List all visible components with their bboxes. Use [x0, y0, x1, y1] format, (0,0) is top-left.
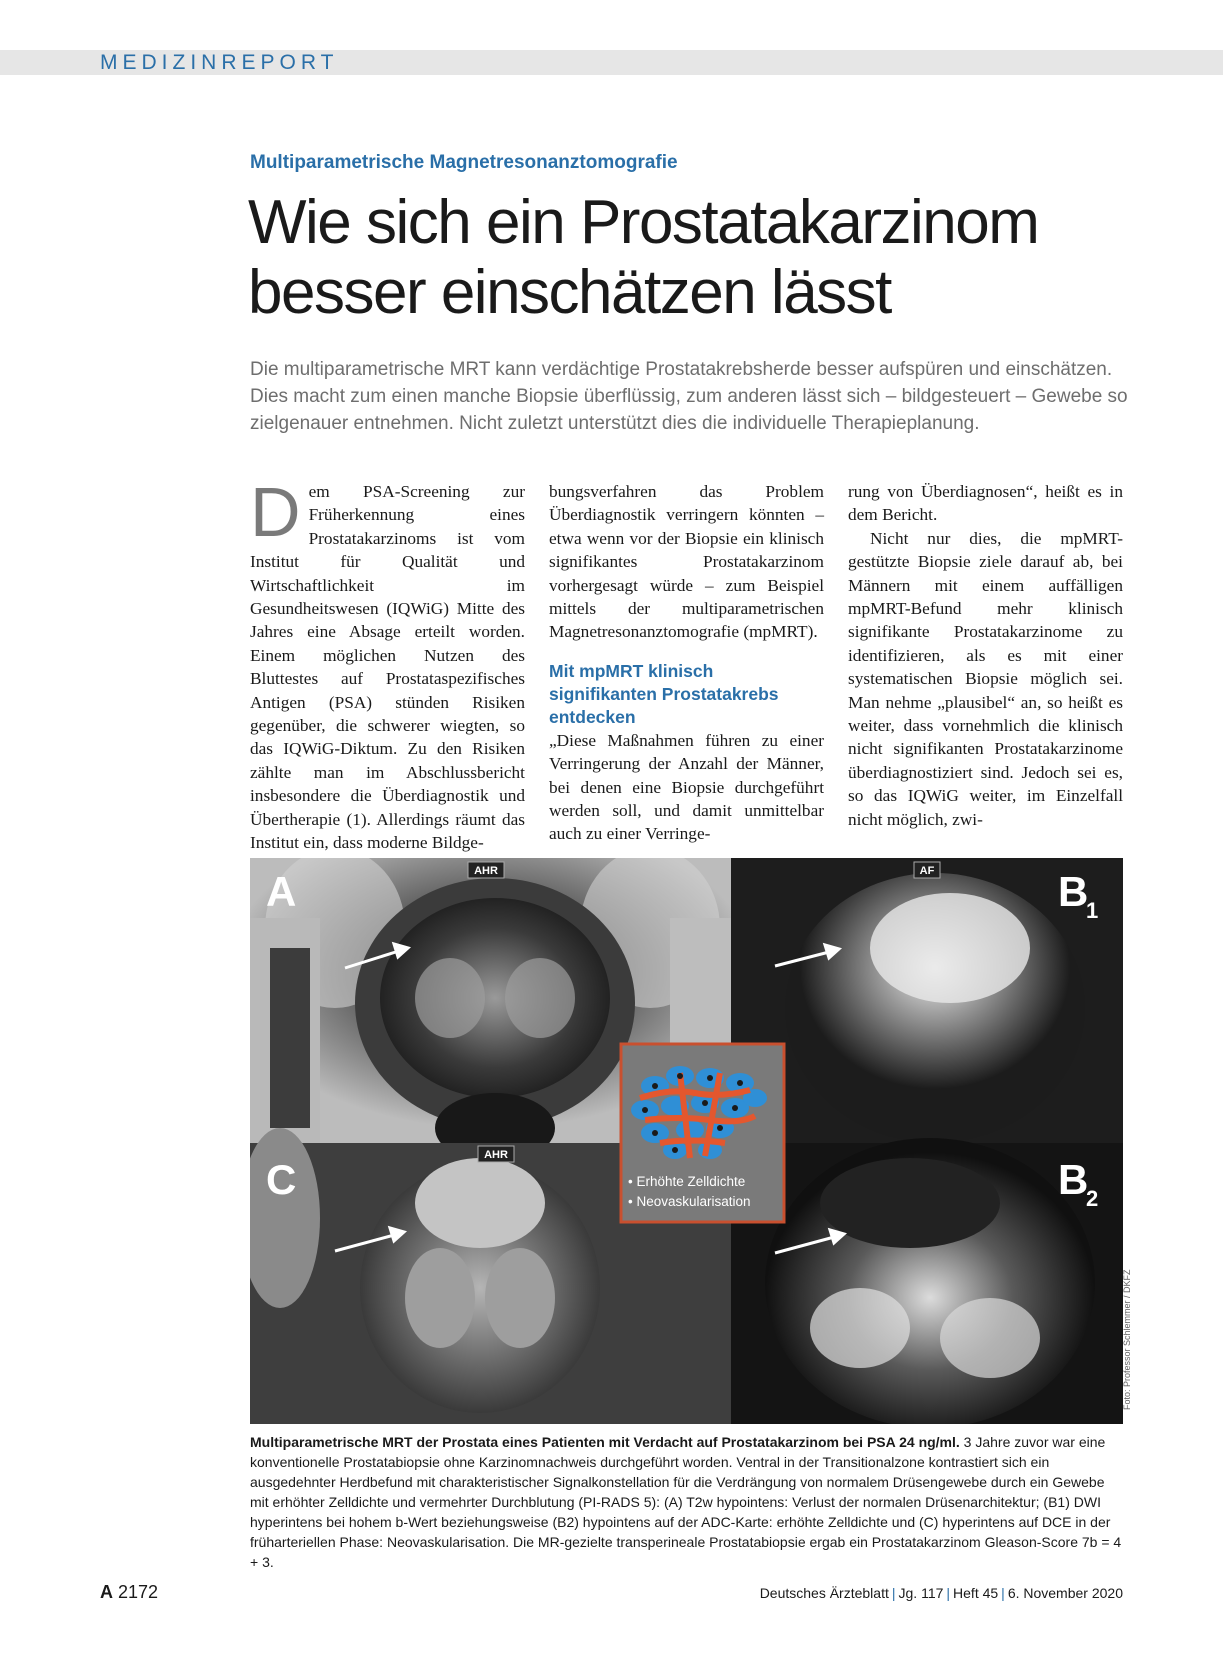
section-label: MEDIZINREPORT	[100, 51, 339, 74]
inset-bullet-neovascularization: • Neovaskularisation	[628, 1194, 751, 1209]
panel-label-a: A	[266, 868, 297, 915]
article-lead: Die multiparametrische MRT kann verdächtige Prostatakrebsherde besser aufspüren und einschätzen. Dies macht zum einen manche Biopsie überflüssig, zum anderen lässt sich – bildgesteuert – Gewebe so zielgenauer entnehmen. Nicht zuletzt unterstützt dies die individuelle Therapieplanung.	[250, 359, 1128, 434]
folio-page: 2172	[118, 1582, 159, 1602]
journal-volume: Jg. 117	[898, 1585, 944, 1601]
caption-text: 3 Jahre zuvor war eine konventionelle Prostatabiopsie ohne Karzinomnachweis durchgeführt worden. Ventral in der Transitionalzone kontrastiert sich ein ausgedehnter Herdbefund mit charakteristischer Signalkonstellation für die Verdrängung von normalem Drüsengewebe durch ein Gewebe mit erhöhter Zelldichte und vermehrter Durchblutung (PI-RADS 5): (A) T2w hypointens: Verlust der normalen Drüsenarchitektur; (B1) DWI hyperintens bei hohem b-Wert beziehungsweise (B2) hypointens auf der ADC-Karte: erhöhte Zelldichte und (C) hyperintens auf DCE in der früharteriellen Phase: Neovaskularisation. Die MR-gezielte transperineale Prostatabiopsie ergab ein Prostatakarzinom Gleason-Score 7b = 4 + 3.	[250, 1434, 1122, 1570]
panel-label-b1: B	[1058, 868, 1089, 915]
inset-bullet-cell-density: • Erhöhte Zelldichte	[628, 1174, 746, 1189]
body-paragraph: rung von Überdiagnosen“, heißt es in dem Bericht.	[848, 482, 1123, 525]
journal-date: 6. November 2020	[1007, 1585, 1123, 1601]
caption-lead: Multiparametrische MRT der Prostata eines Patienten mit Verdacht auf Prostatakarzinom bei PSA 24 ng/ml.	[250, 1434, 960, 1450]
page-number	[100, 1582, 158, 1603]
journal-footer	[760, 1585, 1123, 1601]
body-paragraph: „Diese Maßnahmen führen zu einer Verringerung der Anzahl der Männer, bei denen eine Biopsie durchgeführt werden soll, und damit unmittelbar auch zu einer Verringe-	[549, 730, 824, 844]
separator: |	[946, 1585, 951, 1601]
body-paragraph: Nicht nur dies, die mpMRT-gestützte Biopsie ziele darauf ab, bei Männern mit einem auffälligen mpMRT-Befund mehr klinisch signifikante Prostatakarzinome zu identifizieren, als es mit einer systematischen Biopsie möglich sei. Man nehme „plausibel“ an, so heißt es weiter, dass vornehmlich die klinisch nicht signifikanten Prostatakarzinome überdiagnostiziert sind. Jedoch sei es, so das IQWiG weiter, im Einzelfall nicht möglich, zwi-	[848, 528, 1123, 829]
body-column-1	[250, 473, 525, 855]
headline-line-2: besser einschätzen lässt	[248, 258, 891, 327]
panel-tag-a: AHR	[474, 865, 498, 877]
headline-line-1: Wie sich ein Prostatakarzinom	[248, 188, 1039, 257]
journal-name: Deutsches Ärzteblatt	[759, 1585, 889, 1601]
mri-figure	[250, 858, 1123, 1424]
folio-prefix: A	[100, 1582, 113, 1602]
photo-credit: Foto: Professor Schlemmer / DKFZ	[1122, 1269, 1132, 1410]
body-column-3	[848, 480, 1123, 831]
panel-tag-c: AHR	[484, 1149, 508, 1161]
panel-label-b1-sub: 1	[1086, 898, 1099, 923]
panel-tag-b1: AF	[919, 865, 935, 877]
figure-caption	[250, 1432, 1123, 1572]
separator: |	[891, 1585, 896, 1601]
panel-label-b2-sub: 2	[1086, 1186, 1099, 1211]
body-paragraph: em PSA-Screening zur Früherkennung eines Prostatakarzinoms ist vom Institut für Qualität und Wirtschaftlichkeit im Gesundheitswesen (IQWiG) Mitte des Jahres eine Absage erteilt worden. Einem möglichen Nutzen des Bluttestes auf Prostataspezifisches Antigen (PSA) stünden Risiken gegenüber, die schwerer wiegten, so das IQWiG-Diktum. Zu den Risiken zählte man im Abschlussbericht insbesondere die Überdiagnostik und Übertherapie (1). Allerdings räumt das Institut ein, dass moderne Bildge-	[250, 482, 525, 853]
drop-cap: D	[250, 473, 301, 551]
panel-label-b2: B	[1058, 1156, 1089, 1203]
body-column-2	[549, 480, 824, 846]
panel-label-c: C	[266, 1156, 297, 1203]
separator: |	[1001, 1585, 1005, 1601]
article-kicker: Multiparametrische Magnetresonanztomografie	[250, 152, 678, 173]
mri-panels	[250, 858, 1123, 1424]
tissue-inset	[621, 1044, 784, 1222]
body-paragraph: bungsverfahren das Problem Überdiagnostik verringern könnten – etwa wenn vor der Biopsie ein klinisch signifikantes Prostatakarzinom vorhergesagt würde – zum Beispiel mittels der multiparametrischen Magnetresonanztomografie (mpMRT).	[549, 482, 824, 642]
journal-issue: Heft 45	[953, 1585, 999, 1601]
article-headline	[248, 188, 1148, 328]
section-subhead: Mit mpMRT klinisch signifikanten Prostatakrebs entdecken	[549, 660, 779, 727]
